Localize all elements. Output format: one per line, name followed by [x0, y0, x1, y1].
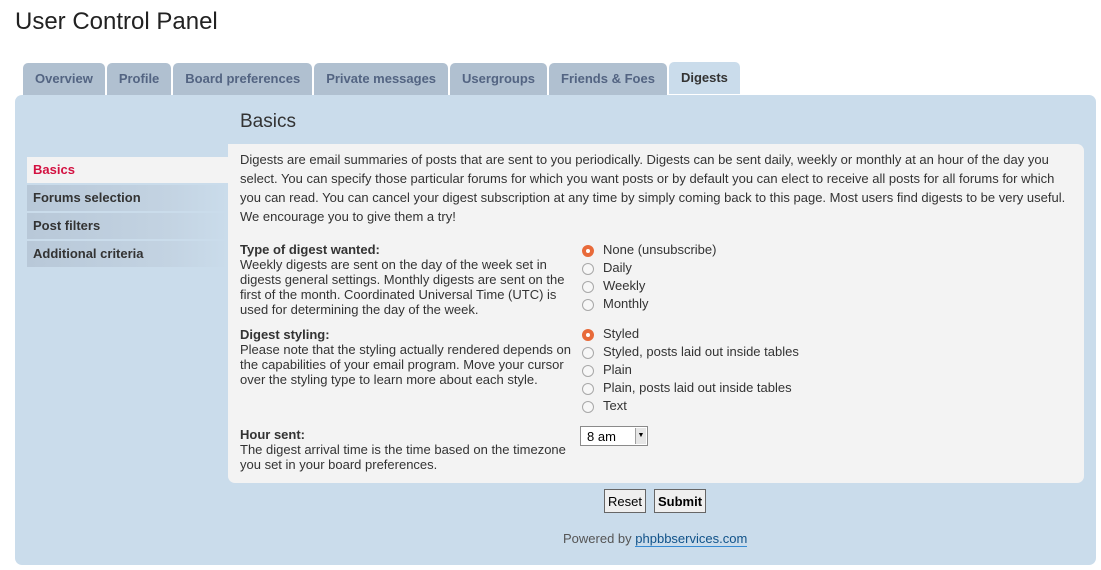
menu-item-forums-selection[interactable]: Forums selection: [27, 185, 228, 211]
tab-overview[interactable]: Overview: [23, 63, 105, 95]
menu-item-basics[interactable]: Basics: [27, 157, 228, 183]
intro-text: Digests are email summaries of posts that are sent to you periodically. Digests can be sent daily, weekly or monthly at an hour of the day you select. You can specify those particular forums for which you want posts or by default you can elect to receive all posts for all forums for which you can read. You can cancel your digest subscription at any time by simply coming back to this page. Most users find digests to be very useful. We encourage you to give them a try!: [240, 152, 1066, 224]
digest-styling-options: [582, 324, 799, 414]
radio-button[interactable]: [582, 383, 594, 395]
tab-friends-foes[interactable]: Friends & Foes: [549, 63, 667, 95]
control-panel: [15, 95, 1096, 565]
radio-button-checked[interactable]: [582, 245, 594, 257]
digest-styling-label: [240, 327, 576, 387]
menu-item-additional-criteria[interactable]: Additional criteria: [27, 241, 228, 267]
radio-button[interactable]: [582, 347, 594, 359]
hour-sent-value: 8 am: [587, 429, 616, 444]
hour-sent-select[interactable]: [580, 426, 648, 446]
form-buttons: [604, 489, 706, 513]
digest-type-option-none[interactable]: [582, 240, 716, 258]
option-label: Monthly: [603, 295, 649, 311]
tab-private-messages[interactable]: Private messages: [314, 63, 448, 95]
option-label: Plain: [603, 361, 632, 377]
powered-by: [563, 531, 747, 546]
digest-type-title: Type of digest wanted:: [240, 242, 380, 257]
digest-styling-description: Please note that the styling actually rendered depends on the capabilities of your email program. Move your cursor over the styling type to learn more about each style.: [240, 342, 572, 387]
radio-button[interactable]: [582, 281, 594, 293]
tab-bar: [23, 62, 740, 95]
styling-option-styled[interactable]: [582, 324, 799, 342]
tab-digests[interactable]: Digests: [669, 62, 740, 95]
digest-type-options: [582, 240, 716, 312]
digest-type-option-monthly[interactable]: [582, 294, 716, 312]
hour-sent-title: Hour sent:: [240, 427, 305, 442]
option-label: Styled, posts laid out inside tables: [603, 343, 799, 359]
powered-by-text: Powered by: [563, 531, 632, 546]
menu-item-post-filters[interactable]: Post filters: [27, 213, 228, 239]
radio-button[interactable]: [582, 299, 594, 311]
styling-option-styled-tables[interactable]: [582, 342, 799, 360]
radio-button[interactable]: [582, 263, 594, 275]
styling-option-plain-tables[interactable]: [582, 378, 799, 396]
hour-sent-label: [240, 427, 576, 472]
radio-button[interactable]: [582, 365, 594, 377]
digest-type-description: Weekly digests are sent on the day of the week set in digests general settings. Monthly digests are sent on the first of the month. Coordinated Universal Time (UTC) is used for determining the day of the week.: [240, 257, 565, 317]
option-label: Weekly: [603, 277, 646, 293]
digest-type-option-weekly[interactable]: [582, 276, 716, 294]
reset-button[interactable]: Reset: [604, 489, 646, 513]
content-box: [228, 144, 1084, 483]
digest-type-option-daily[interactable]: [582, 258, 716, 276]
option-label: None (unsubscribe): [603, 241, 717, 257]
option-label: Styled: [603, 325, 640, 341]
tab-profile[interactable]: Profile: [107, 63, 171, 95]
page-title: User Control Panel: [15, 8, 218, 35]
section-title: Basics: [240, 111, 296, 132]
option-label: Text: [603, 397, 627, 413]
radio-button[interactable]: [582, 401, 594, 413]
styling-option-text[interactable]: [582, 396, 799, 414]
side-menu: [27, 157, 228, 269]
hour-sent-description: The digest arrival time is the time based on the timezone you set in your board preferences.: [240, 442, 566, 472]
submit-button[interactable]: Submit: [654, 489, 706, 513]
option-label: Plain, posts laid out inside tables: [603, 379, 792, 395]
chevron-down-icon[interactable]: ▼: [635, 428, 646, 444]
styling-option-plain[interactable]: [582, 360, 799, 378]
option-label: Daily: [603, 259, 632, 275]
powered-by-link[interactable]: phpbbservices.com: [635, 531, 748, 546]
tab-board-preferences[interactable]: Board preferences: [173, 63, 312, 95]
digest-styling-title: Digest styling:: [240, 327, 330, 342]
digest-type-label: [240, 242, 576, 317]
radio-button-checked[interactable]: [582, 329, 594, 341]
tab-usergroups[interactable]: Usergroups: [450, 63, 547, 95]
